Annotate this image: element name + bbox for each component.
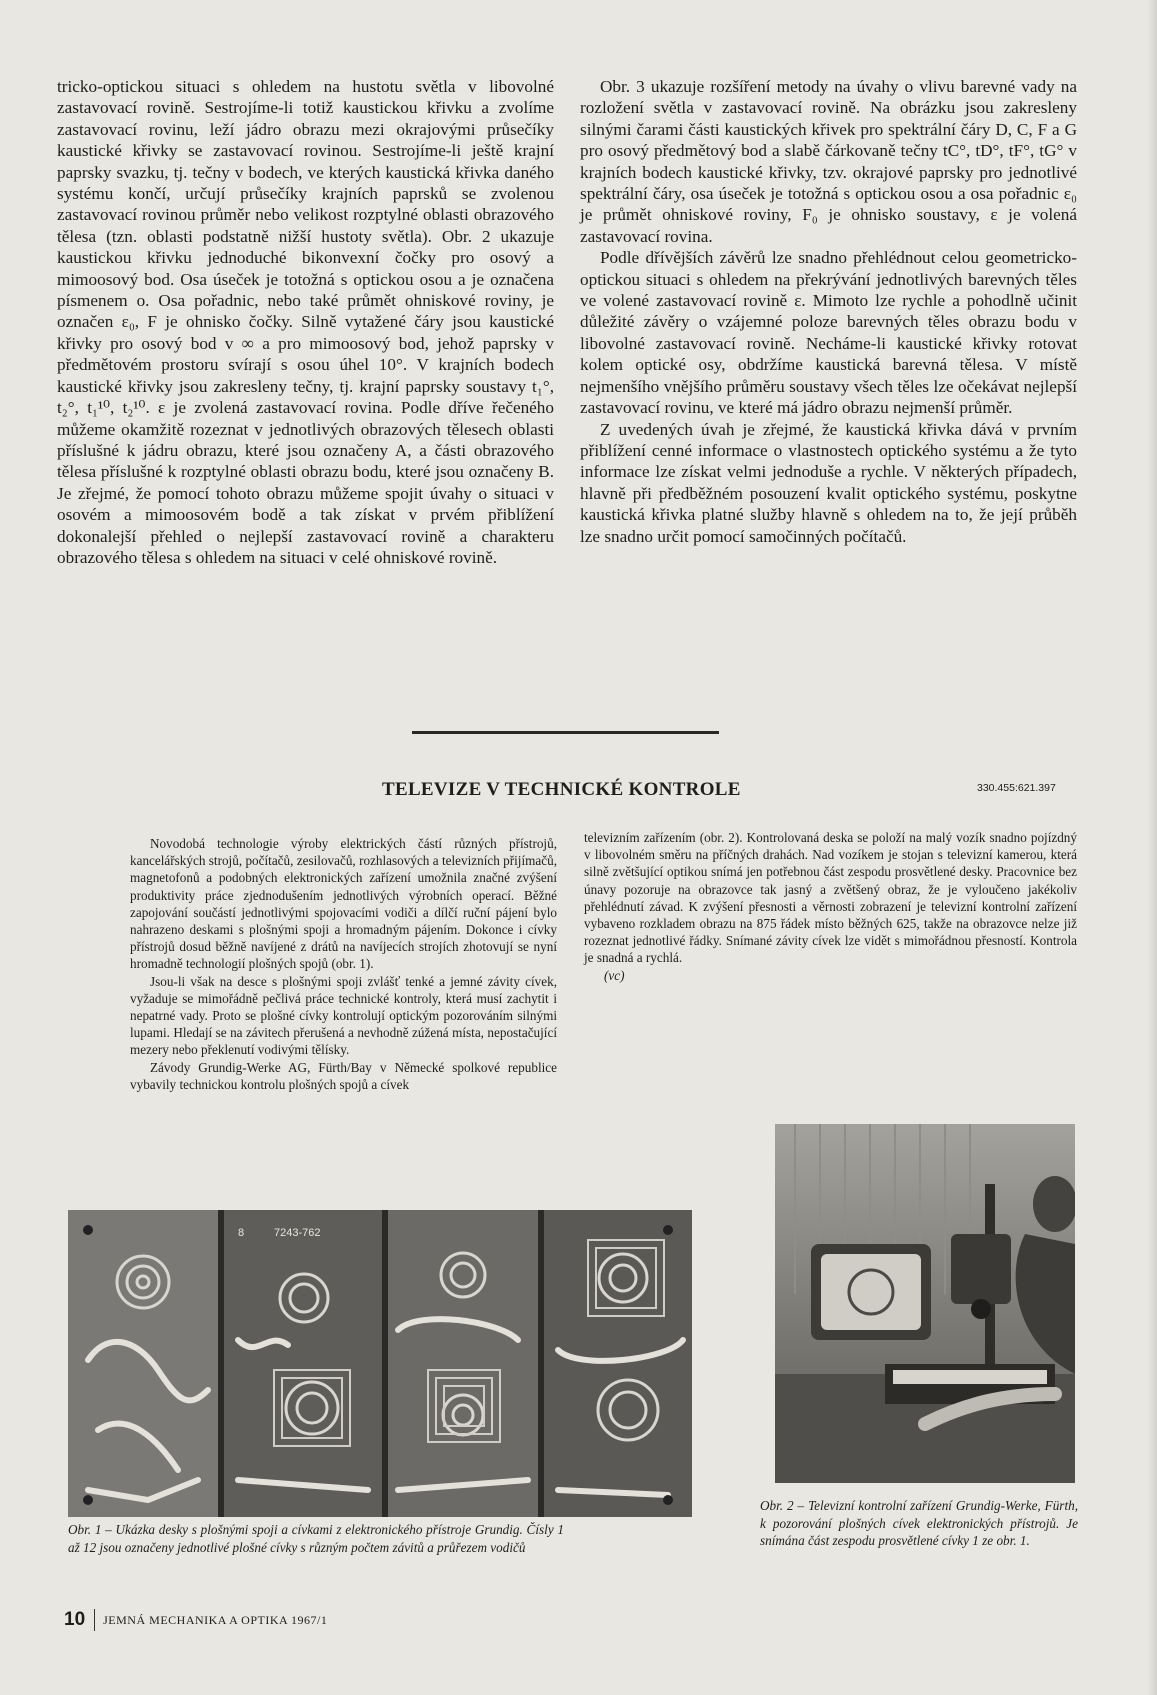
section-divider [412,731,719,734]
paragraph: Obr. 3 ukazuje rozšíření metody na úvahy o vlivu barevné vady na rozložení světla v zastavovací rovině. Na obrázku jsou zakresleny silnými čarami části kaustických křivek pro spektrální čáry D, C, F a G pro osový předmětový bod a slabě čárkovaně tečny tC°, tD°, tF°, tG° v krajních bodech kaustické křivky, tzv. okrajové paprsky pro jednotlivé spektrální čáry, osa úseček je totožná s optickou osou a osa pořadnic ε₀ je průmět ohniskové roviny, F₀ je ohnisko soustavy, ε je volená zastavovací rovina. [580,77,1077,246]
tv-inspection-illustration [775,1124,1075,1483]
figure-2-caption: Obr. 2 – Televizní kontrolní zařízení Grundig-Werke, Fürth, k pozorování plošných cívek elektronických přístrojů. Je snímána část zespodu prosvětlené cívky 1 ze obr. 1. [760,1498,1078,1548]
board-label-number: 8 [238,1227,245,1239]
article-title: TELEVIZE V TECHNICKÉ KONTROLE [382,779,741,800]
board-label-part-number: 7243-762 [274,1227,321,1239]
paragraph: televizním zařízením (obr. 2). Kontrolovaná deska se položí na malý vozík snadno pojízdný v libovolném směru na příčných drahách. Nad vozíkem je stojan s televizní kamerou, která silně zvětšující optikou snímá jen potřebnou část zespodu prosvětlené desky. Pracovnice bez únavy pozoruje na obrazovce tak jasný a zvětšený obraz, že je vyloučeno jakékoliv přehlédnutí závad. K zvýšení přesnosti a věrnosti zobrazení je televizní kontrolní zařízení vybaveno rozkladem obrazu na 875 řádek místo běžných 625, takže na obrazovce nelze již rozeznat jednotlivé řádky. Snímané závity cívek lze vidět s mimořádnou přesností. Kontrola je snadná a rychlá. [584,830,1077,966]
article-continuation-left-column [57,76,554,568]
article-continuation-right-column [580,76,1077,547]
paragraph: Novodobá technologie výroby elektrických částí různých přístrojů, kancelářských strojů, počítačů, zesilovačů, rozhlasových a televizních přijímačů, magnetofonů a podobných elektronických zařízení umožnila značné zvýšení produktivity práce zjednodušením jednotlivých výrobních operací. Běžné zapojování součástí jednotlivými spojovacími vodiči a dílčí ruční pájení bylo nahrazeno deskami s plošnými spoji a hromadným pájením. Dokonce i cívky přístrojů dosud běžně navíjené z drátů na navíjecích strojích zhotovují se nyní hromadně technologií plošných spojů (obr. 1). [130,836,557,972]
figure-1-circuit-board-photo [68,1210,692,1517]
circuit-board-illustration [68,1210,692,1517]
figure-1-caption: Obr. 1 – Ukázka desky s plošnými spoji a cívkami z elektronického přístroje Grundig. Čísly 1 až 12 jsou označeny jednotlivé plošné cívky s různým počtem závitů a průřezem vodičů [68,1522,564,1555]
paragraph: Závody Grundig-Werke AG, Fürth/Bay v Německé spolkové republice vybavily technickou kontrolu plošných spojů a cívek [130,1059,557,1092]
udc-code: 330.455:621.397 [977,782,1056,794]
page-spine-shadow [1147,0,1157,1695]
paragraph: Podle dřívějších závěrů lze snadno přehlédnout celou geometricko-optickou situaci s ohledem na překrývání jednotlivých barevných těles ve volené zastavovací rovině ε. Mimoto lze rychle a pohodlně učinit důležité závěry o vzájemné poloze barevných těles obrazu bodu v libovolné zastavovací rovině. Necháme-li kaustické křivky rotovat kolem optické osy, obdržíme kaustická barevná tělesa. V místě nejmenšího vnějšího průměru soustavy všech těles lze očekávat nejlepší zastavovací rovinu, ve které má jádro obrazu nejmenší průměr. [580,248,1077,418]
article-left-column [130,835,557,1093]
journal-name: JEMNÁ MECHANIKA A OPTIKA 1967/1 [103,1612,328,1627]
paragraph: Jsou-li však na desce s plošnými spoji zvlášť tenké a jemné závity cívek, vyžaduje se mimořádně pečlivá práce technické kontroly, která musí zachytit i nepatrné vady. Proto se plošné cívky kontrolují optickým pozorováním silnými lupami. Hledají se na závitech přerušená a nevhodně zúžená místa, nepostačující mezery nebo překlenutí vodivými tělísky. [130,973,557,1058]
author-signature: (vc) [604,967,625,983]
footer-divider [94,1609,95,1631]
paragraph: tricko-optickou situaci s ohledem na hustotu světla v libovolné zastavovací rovině. Sestrojíme-li totiž kaustickou křivku a zvolíme zastavovací rovinu, leží jádro obrazu mezi okrajovými průsečíky kaustické křivky se zastavovací rovinou. Sestrojíme-li ještě krajní paprsky svazku, tj. tečny v bodech, ve kterých kaustická křivka daného systému končí, určují průsečíky krajních paprsků se zvolenou zastavovací rovinou průměr nebo velikost rozptylné oblasti obrazového tělesa (tzn. oblasti podstatně nižší hustoty světla). Obr. 2 ukazuje kaustickou křivku jednoduché bikonvexní čočky pro osový a mimoosový bod. Osa úseček je totožná s optickou osou a je označena písmenem o. Osa pořadnic, nebo také průmět ohniskové roviny, je označen ε₀, F je ohnisko čočky. Silně vytažené čáry jsou kaustické křivky pro osový bod v ∞ a pro mimoosový bod, jehož paprsky v předmětovém prostoru svírají s osou úhel 10°. V krajních bodech kaustické křivky jsou zakresleny tečny, tj. krajní paprsky soustavy t₁°, t₂°, t₁¹⁰, t₂¹⁰. ε je zvolená zastavovací rovina. Podle dříve řečeného můžeme okamžitě rozeznat v jednotlivých obrazových tělesech oblasti příslušné k jádru obrazu, které jsou označeny A, a části obrazového tělesa příslušné k rozptylné oblasti obrazu bodu, které jsou označeny B. Je zřejmé, že pomocí tohoto obrazu můžeme spojit úvahy o situaci v osovém a mimoosovém bodě a tak získat v prvém přiblížení dokonalejší přehled o nejlepší zastavovací rovině a charakteru obrazového tělesa s ohledem na situaci v celé ohniskové rovině. [57,77,554,567]
article-right-column [584,829,1077,984]
page-footer [64,1609,327,1631]
page-number: 10 [64,1609,86,1630]
figure-2-tv-inspection-photo [775,1124,1075,1483]
paragraph: Z uvedených úvah je zřejmé, že kaustická křivka dává v prvním přiblížení cenné informace o vlastnostech optického systému a že tyto informace lze získat velmi jednoduše a rychle. V některých případech, hlavně při předběžném posouzení kvalit optického systému, poskytne kaustická křivka platné služby hlavně s ohledem na to, že její průběh lze snadno určit pomocí samočinných počítačů. [580,419,1077,546]
